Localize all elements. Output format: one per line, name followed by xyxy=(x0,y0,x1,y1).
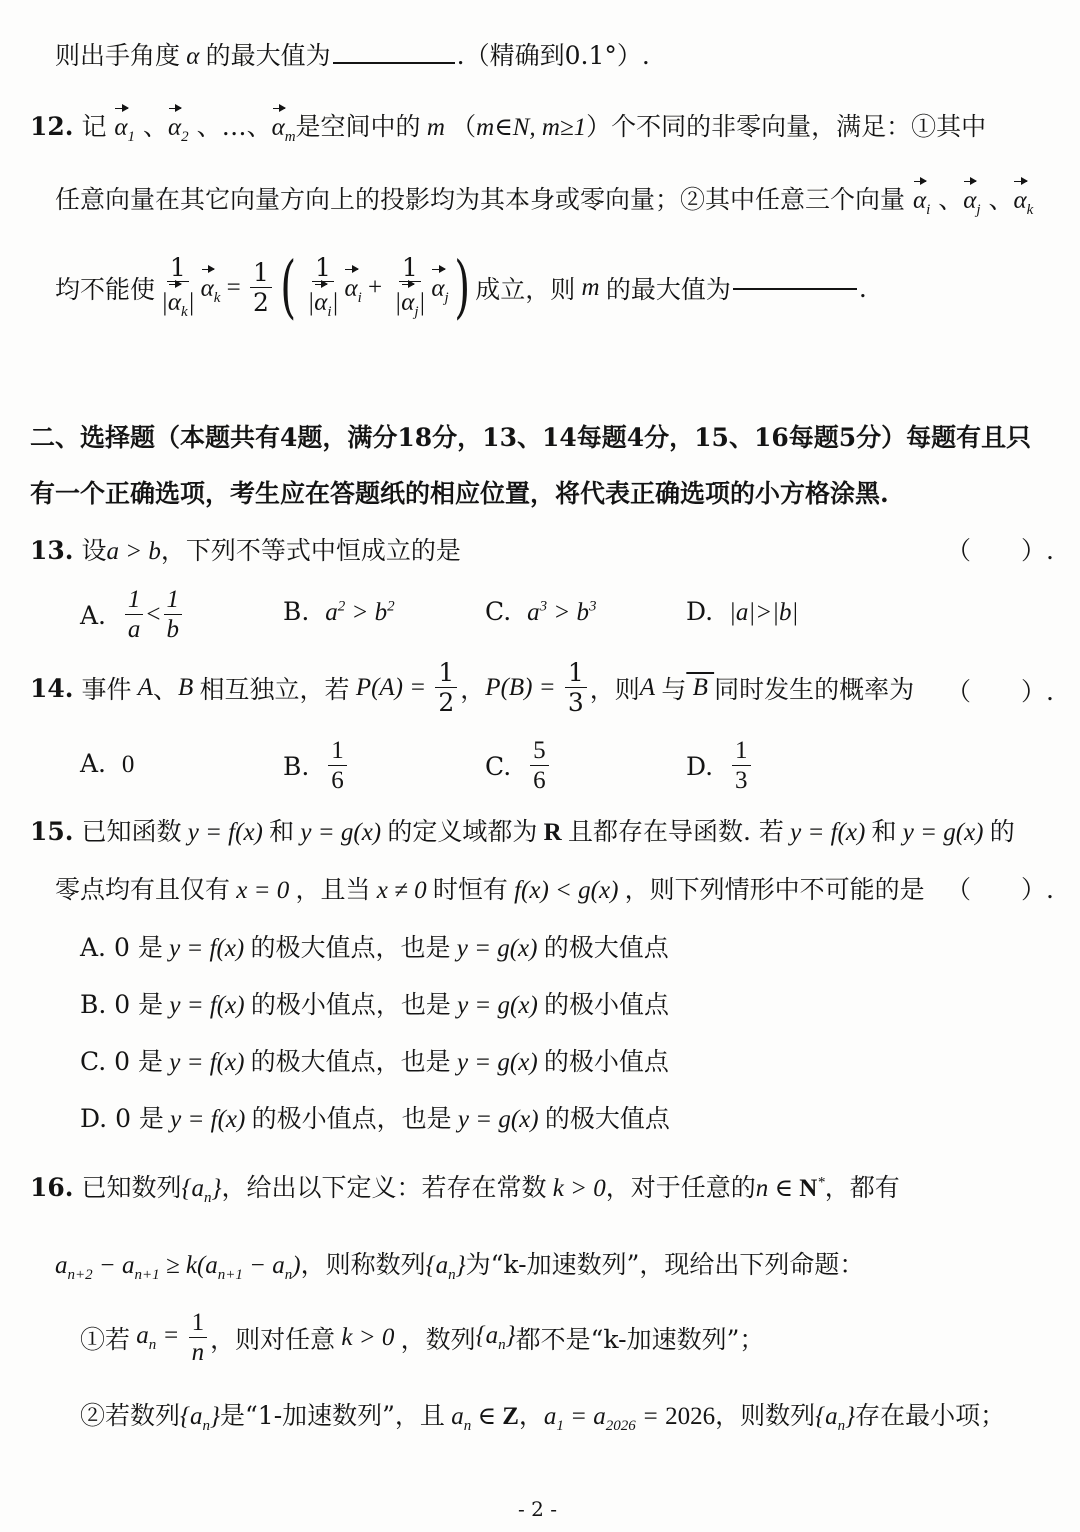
q16-prop2: ②若数列$\{a_n\}$是“1-加速数列”，且 $a_n$ ∈ Z，$a_1 = a_{2026} = 2026$，则数列$\{a_n\}$存在最小项； xyxy=(80,1401,1006,1434)
q16-p2d: ，则数列 xyxy=(715,1401,816,1430)
q15-l1e: 和 xyxy=(871,817,897,846)
alpha-symbol: α xyxy=(180,43,206,70)
option-label: A. xyxy=(80,933,107,962)
frac-den: 6 xyxy=(331,766,344,794)
frac-num: 5 xyxy=(530,738,549,765)
q14-stem: 14. 事件 A 、 B 相互独立，若 P(A) = $\frac{1}{2}$ ， P(B) = $\frac{1}{3}$ ，则 A 与 B 同时发生的概率为 xyxy=(30,658,915,717)
q13-option-b: B. $a^2 > b^2$ xyxy=(283,597,395,626)
q12-line2: 任意向量在其它向量方向上的投影均为其本身或零向量；②其中任意三个向量 $\alpha_i$ 、$\alpha_j$ 、$\alpha_k$ xyxy=(55,180,1033,219)
opt-b: 的极大值点，也是 xyxy=(250,933,451,962)
opt-a: 0 是 xyxy=(114,990,164,1019)
q16-line1: 16. 已知数列$\{a_n\}$，给出以下定义：若存在常数 k > 0，对于任意的n ∈ N*，都有 xyxy=(30,1173,900,1206)
option-value: 0 xyxy=(121,751,135,778)
q16-p1a: ①若 xyxy=(80,1325,131,1354)
q15-l2b: ，且当 xyxy=(295,875,371,904)
fraction: $\frac{1}{|\alpha_k|}$ xyxy=(161,253,195,321)
q14-number: 14. xyxy=(30,673,74,703)
option-label: C. xyxy=(485,597,512,626)
q16-l2b: 为“k-加速数列”，现给出下列命题： xyxy=(465,1250,865,1279)
frac-den: 6 xyxy=(533,766,546,794)
frac-num: 1 xyxy=(328,738,347,765)
answer-blank-12[interactable] xyxy=(733,287,857,290)
opt-a: 0 是 xyxy=(115,1104,164,1133)
opt-c: 的极小值点 xyxy=(544,990,670,1019)
q14-option-d xyxy=(686,733,754,799)
q14-option-c xyxy=(485,733,552,799)
opt-b: 的极小值点，也是 xyxy=(251,1104,452,1133)
option-label: C. xyxy=(485,751,512,781)
opt-a: 0 是 xyxy=(114,1047,163,1076)
opt-c: 的极大值点 xyxy=(544,1104,670,1133)
q16-p2c: ， xyxy=(518,1401,544,1430)
q11-text: 则出手角度 xyxy=(55,41,181,70)
fraction: $\frac{1}{2}$ xyxy=(250,260,272,316)
q16-p1d: 都不是“k-加速数列”； xyxy=(515,1325,765,1354)
q13-stem-a: 设 xyxy=(81,536,107,565)
q15-line1: 15. 已知函数 y = f(x) 和 y = g(x) 的定义域都为 R 且都存在导函数. 若 y = f(x) 和 y = g(x) 的 xyxy=(30,817,1015,846)
q13-stem-b: ，下列不等式中恒成立的是 xyxy=(160,536,461,565)
option-label: D. xyxy=(686,597,714,626)
q12-l3c: 的最大值为 xyxy=(605,275,731,304)
q16-p1b: ，则对任意 xyxy=(210,1325,336,1354)
q15-l1c: 的定义域都为 xyxy=(387,817,538,846)
q15-l1b: 和 xyxy=(269,817,295,846)
q12-l1c: 个不同的非零向量，满足：①其中 xyxy=(611,112,987,141)
q12-number: 12. xyxy=(30,112,74,141)
q15-answer-paren[interactable]: （ ）. xyxy=(946,875,1054,904)
q14-stem-d: ，则 xyxy=(589,675,640,704)
q12-l3b: 成立，则 xyxy=(475,275,576,304)
option-label: A. xyxy=(80,749,107,778)
q11-tail-line xyxy=(55,36,650,72)
q11-mid: 的最大值为 xyxy=(205,41,331,70)
option-label: B. xyxy=(283,751,310,781)
q12-l3a: 均不能使 xyxy=(55,275,156,304)
section2-line2: 有一个正确选项，考生应在答题纸的相应位置，将代表正确选项的小方格涂黑. xyxy=(30,479,889,508)
q15-option-c: C. 0 是 y = f(x) 的极大值点，也是 y = g(x) 的极小值点 xyxy=(80,1047,669,1076)
q14-option-a xyxy=(80,749,134,779)
option-label: A. xyxy=(80,600,107,630)
q13-option-d: D. |a|>|b| xyxy=(686,597,799,626)
frac-num: 1 xyxy=(732,738,751,765)
q13-number: 13. xyxy=(30,536,74,565)
q12-line3: 均不能使 $\frac{1}{|\alpha_k|}$ $\alpha_k$ = $\frac{1}{2}$ ( $\frac{1}{|\alpha_i|}$ $\alpha_i$ + $\frac{1}{|\alpha_j|}$ $\alpha_j$ ) 成立，则 m 的最大值为 . xyxy=(55,248,867,327)
q12-line1: 12. 记 $\alpha_1$ 、$\alpha_2$ 、…、$\alpha_m$是空间中的 m （m∈N, m≥1）个不同的非零向量，满足：①其中 xyxy=(30,107,986,146)
q16-prop1: ①若 $a_n$ = $\frac{1}{n}$ ，则对任意 k > 0 ，数列 $\{a_n\}$ 都不是“k-加速数列”； xyxy=(80,1309,765,1366)
frac-den: 3 xyxy=(735,766,748,794)
q12-cond: m∈N, m≥1 xyxy=(476,114,587,141)
q16-l1a: 已知数列 xyxy=(81,1173,182,1202)
option-label: D. xyxy=(80,1104,108,1133)
q15-option-a: A. 0 是 y = f(x) 的极大值点，也是 y = g(x) 的极大值点 xyxy=(80,933,669,962)
option-label: D. xyxy=(686,751,714,781)
q16-l1d: ，都有 xyxy=(824,1173,900,1202)
q15-l2d: ，则下列情形中不可能的是 xyxy=(624,875,925,904)
q14-option-b xyxy=(283,733,350,799)
q13-cond: a > b xyxy=(106,538,161,565)
q12-l1a: 记 xyxy=(81,112,107,141)
q14-stem-f: 同时发生的概率为 xyxy=(714,675,915,704)
q12-l2: 任意向量在其它向量方向上的投影均为其本身或零向量；②其中任意三个向量 xyxy=(55,185,906,214)
q15-l2c: 时恒有 xyxy=(432,875,508,904)
q14-stem-a: 事件 xyxy=(81,675,132,704)
q15-number: 15. xyxy=(30,817,74,846)
q12-l1b: 是空间中的 xyxy=(295,112,421,141)
q16-p2e: 存在最小项； xyxy=(855,1401,1006,1430)
page-number: - 2 - xyxy=(518,1497,557,1521)
q16-l2a: ，则称数列 xyxy=(300,1250,426,1279)
fraction: $\frac{1}{|\alpha_i|}$ xyxy=(307,253,339,321)
q14-stem-c: ， xyxy=(460,675,486,704)
section2-line1: 二、选择题（本题共有4题，满分18分，13、14每题4分，15、16每题5分）每题有且只 xyxy=(30,423,1032,452)
q14-stem-b: 相互独立，若 xyxy=(199,675,350,704)
opt-b: 的极大值点，也是 xyxy=(250,1047,451,1076)
q16-number: 16. xyxy=(30,1173,74,1202)
q15-l1f: 的 xyxy=(989,817,1015,846)
opt-a: 0 是 xyxy=(113,933,163,962)
opt-c: 的极小值点 xyxy=(543,1047,669,1076)
q11-end: .（精确到0.1°）. xyxy=(456,41,650,70)
q15-l1a: 已知函数 xyxy=(81,817,182,846)
q15-l2a: 零点均有且仅有 xyxy=(55,875,231,904)
q15-l1d: 且都存在导函数. 若 xyxy=(567,817,784,846)
option-label: C. xyxy=(80,1047,107,1076)
q13-option-a: A. $\frac{1}{a}$ < $\frac{1}{b}$ xyxy=(80,582,185,648)
q16-p2b: 是“1-加速数列”，且 xyxy=(220,1401,445,1430)
q16-l1b: ，给出以下定义：若存在常数 xyxy=(221,1173,547,1202)
opt-c: 的极大值点 xyxy=(543,933,669,962)
option-label: B. xyxy=(283,597,310,626)
q13-answer-paren[interactable]: （ ）. xyxy=(946,536,1054,565)
q16-p1c: ，数列 xyxy=(400,1325,476,1354)
q15-option-d: D. 0 是 y = f(x) 的极小值点，也是 y = g(x) 的极大值点 xyxy=(80,1104,670,1133)
q16-p2a: ②若数列 xyxy=(80,1401,181,1430)
q13-option-c: C. $a^3 > b^3$ xyxy=(485,597,597,626)
q14-stem-e: 与 xyxy=(661,675,687,704)
fraction: $\frac{1}{|\alpha_j|}$ xyxy=(394,253,426,321)
opt-b: 的极小值点，也是 xyxy=(250,990,451,1019)
q16-line2: $a_{n+2} - a_{n+1} \ge k(a_{n+1} - a_n)$，则称数列$\{a_n\}$为“k-加速数列”，现给出下列命题： xyxy=(55,1250,865,1283)
q13-stem xyxy=(30,531,461,567)
q15-option-b: B. 0 是 y = f(x) 的极小值点，也是 y = g(x) 的极小值点 xyxy=(80,990,670,1019)
option-label: B. xyxy=(80,990,107,1019)
q14-answer-paren[interactable]: （ ）. xyxy=(946,677,1054,706)
q15-line2: 零点均有且仅有 x = 0 ，且当 x ≠ 0 时恒有 f(x) < g(x) ，则下列情形中不可能的是 xyxy=(55,875,925,904)
answer-blank-11[interactable] xyxy=(333,61,455,64)
q16-l1c: ，对于任意的 xyxy=(605,1173,756,1202)
